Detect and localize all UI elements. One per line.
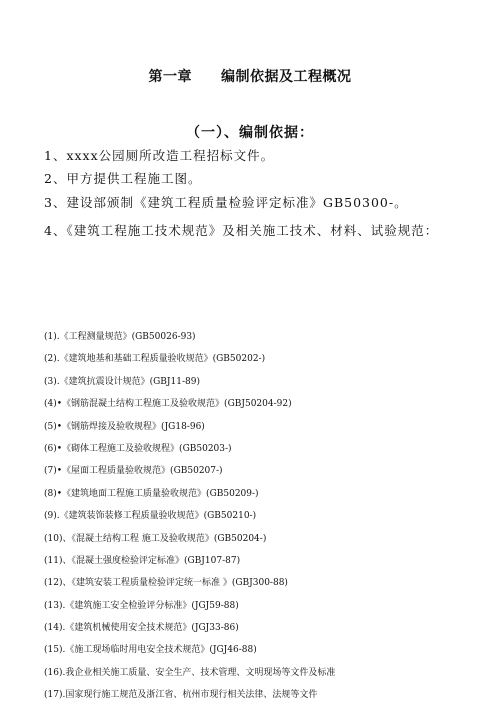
standard-item: (10)、《混凝土结构工程 施工及验收规范》(GB50204-) bbox=[44, 533, 267, 544]
standard-item: (12)、《建筑安装工程质量检验评定统一标准 》(GBJ300-88) bbox=[44, 578, 288, 589]
section-title: （一）、编制依据： bbox=[186, 125, 314, 141]
standard-item: (4)•《钢筋混凝土结构工程施工及验收规范》(GBJ50204-92) bbox=[44, 399, 292, 410]
standard-item: (1).《工程测量规范》(GB50026-93) bbox=[44, 332, 196, 342]
standard-item: (7)•《屋面工程质量验收规范》(GB50207-) bbox=[44, 466, 223, 477]
basis-item: 1、xxxx公园厕所改造工程招标文件。 bbox=[44, 148, 275, 163]
standard-item: (9).《建筑装饰装修工程质量验收规范》(GB50210-) bbox=[44, 511, 257, 522]
standard-item: (5)•《钢筋焊接及验收规程》(JG18-96) bbox=[44, 421, 205, 432]
standard-item: (2).《建筑地基和基础工程质量验收规范》(GB50202-) bbox=[44, 354, 266, 365]
chapter-title: 第一章 编制依据及工程概况 bbox=[148, 69, 352, 85]
basis-item: 3、建设部颁制《建筑工程质量检验评定标准》GB50300-。 bbox=[44, 195, 408, 210]
standard-item: (8)•《建筑地面工程施工质量验收规范》(GB50209-) bbox=[44, 488, 259, 499]
standard-item: (3).《建筑抗震设计规范》(GBJ11-89) bbox=[44, 376, 200, 387]
standard-item: (14).《建筑机械使用安全技术规范》(JGJ33-86) bbox=[44, 623, 239, 634]
standard-item: (6)•《砌体工程施工及验收规程》(GB50203-) bbox=[44, 443, 232, 454]
standard-item: (15).《施工现场临时用电安全技术规范》(JGJ46-88) bbox=[44, 645, 257, 656]
standard-item: (13).《建筑施工安全检验评分标准》(JGJ59-88) bbox=[44, 600, 239, 611]
standard-item: (11)、《混凝土强度检验评定标准》(GBJ107-87) bbox=[44, 555, 241, 566]
standards-list bbox=[44, 326, 335, 707]
basis-item: 4、《建筑工程施工技术规范》及相关施工技术、材料、试验规范： bbox=[44, 223, 439, 238]
standard-item: (16).我企业相关施工质量、安全生产、技术管理、文明现场等文件及标准 bbox=[44, 667, 336, 678]
basis-item: 2、甲方提供工程施工图。 bbox=[44, 171, 202, 186]
standard-item: (17).国家现行施工规范及浙江省、杭州市现行相关法律、法规等文件 bbox=[44, 690, 318, 701]
